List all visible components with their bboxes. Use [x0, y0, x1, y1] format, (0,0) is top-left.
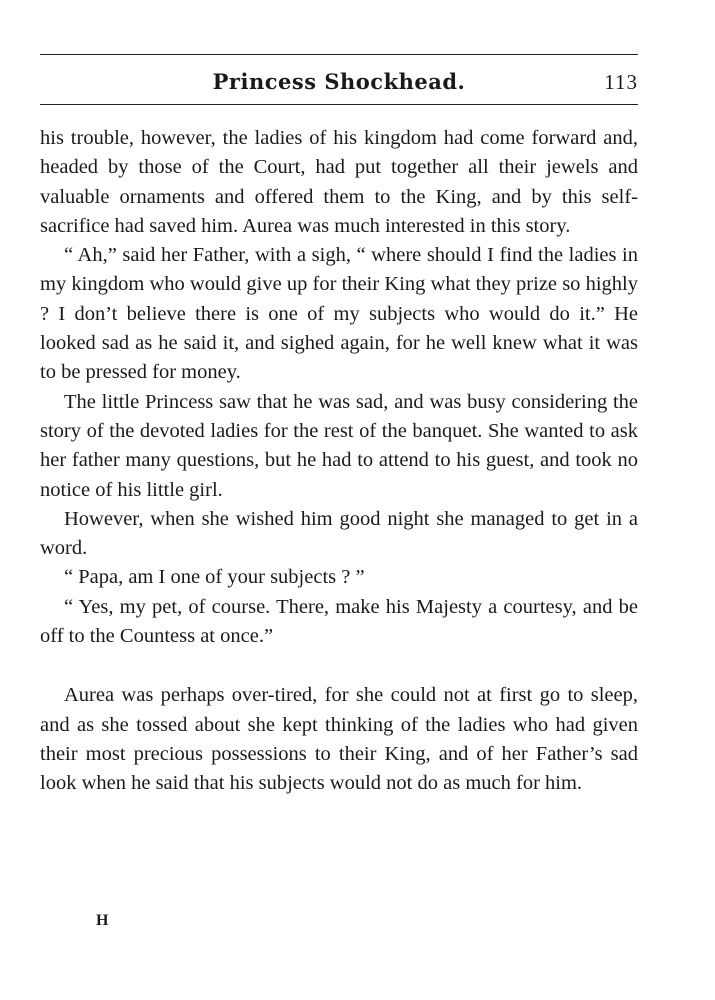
running-head — [40, 66, 638, 98]
paragraph-7: Aurea was perhaps over-tired, for she could not at first go to sleep, and as she tossed about she kept thinking of the ladies who had given their most precious possessions to their King, and of her Father’s sad look when he said that his subjects would not do as much for him. — [40, 684, 638, 795]
header-rule-top — [40, 54, 638, 55]
body-text — [40, 124, 638, 799]
page-number: 113 — [604, 70, 638, 94]
signature-mark: H — [96, 912, 110, 929]
running-title: Princess Shockhead. — [212, 69, 466, 94]
paragraph-5: “ Papa, am I one of your subjects ? ” — [64, 566, 365, 589]
paragraph-2: “ Ah,” said her Father, with a sigh, “ where should I find the ladies in my kingdom who would give up for their King what they prize so highly ? I don’t believe there is one of my subjects who would do it.” He looked sad as he said it, and sighed again, for he well knew what it was to be pressed for money. — [40, 244, 638, 384]
paragraph-3: The little Princess saw that he was sad, and was busy considering the story of the devoted ladies for the rest of the banquet. She wanted to ask her father many questions, but he had to attend to his guest, and took no notice of his little girl. — [40, 390, 638, 501]
header-rule-bottom — [40, 104, 638, 105]
paragraph-1: his trouble, however, the ladies of his kingdom had come forward and, headed by those of the Court, had put together all their jewels and valuable ornaments and offered them to the King, and by this self-sacrifice had saved him. Aurea was much interested in this story. — [40, 127, 638, 237]
paragraph-4: However, when she wished him good night she managed to get in a word. — [40, 507, 638, 560]
paragraph-6: “ Yes, my pet, of course. There, make his Majesty a courtesy, and be off to the Countess at once.” — [40, 595, 638, 648]
